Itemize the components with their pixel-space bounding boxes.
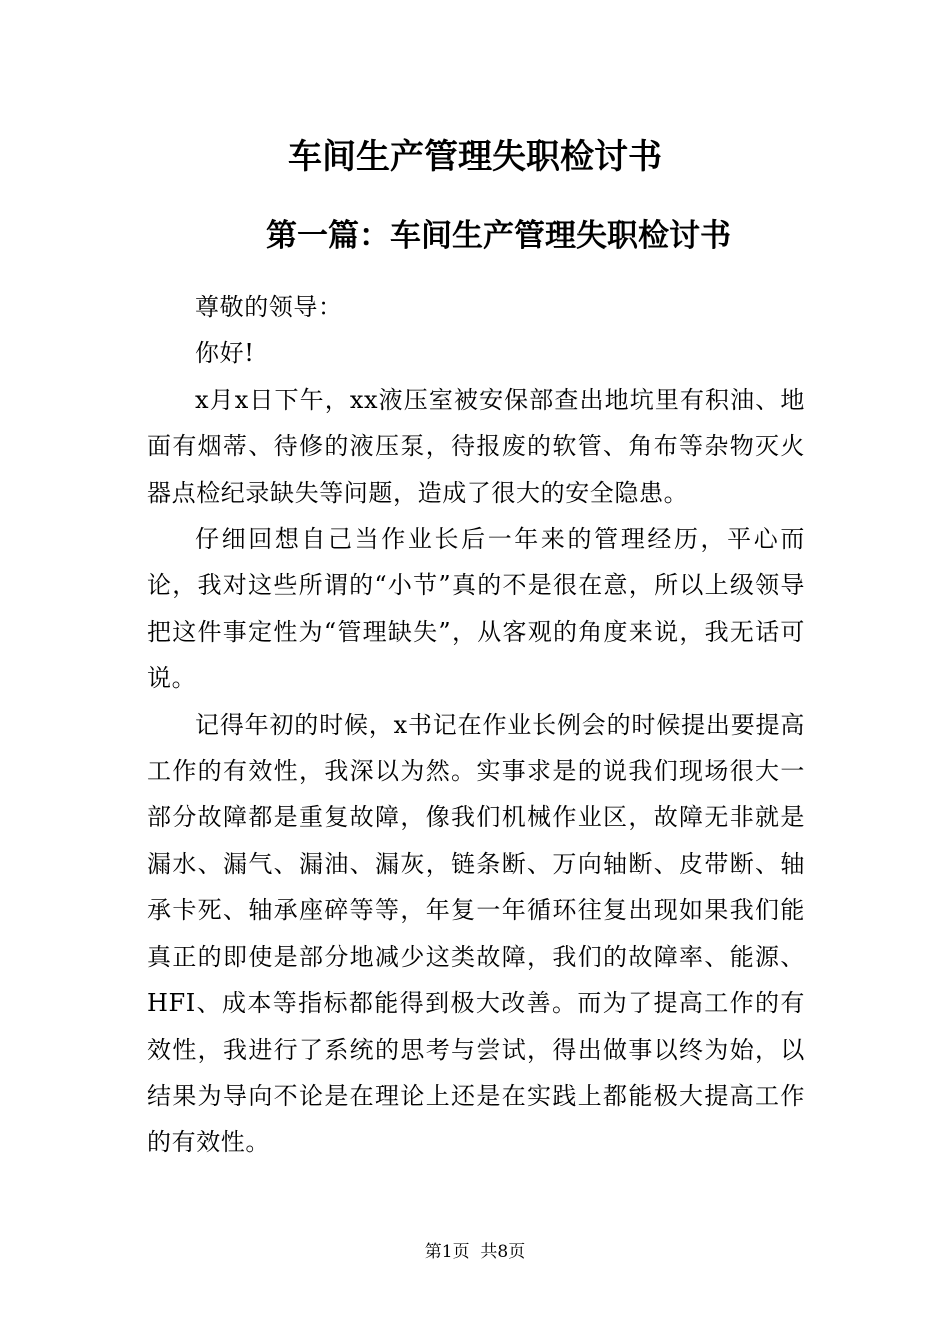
greeting: 你好! [195, 339, 255, 368]
body-paragraph: 仔细回想自己当作业长后一年来的管理经历，平心而论，我对这些所谓的“小节”真的不是很在意，所以上级领导把这件事定性为“管理缺失”，从客观的角度来说，我无话可说。 [147, 525, 805, 693]
body-paragraph: x月x日下午，xx液压室被安保部查出地坑里有积油、地面有烟蒂、待修的液压泵，待报废的软管、角布等杂物灭火器点检纪录缺失等问题，造成了很大的安全隐患。 [147, 385, 805, 507]
section-title: 第一篇：车间生产管理失职检讨书 [266, 218, 731, 254]
page-number-footer: 第1页 共8页 [424, 1242, 526, 1262]
document-body [147, 284, 805, 1166]
salutation: 尊敬的领导： [195, 293, 343, 321]
document-title: 车间生产管理失职检讨书 [288, 137, 662, 177]
body-paragraph: 记得年初的时候，x书记在作业长例会的时候提出要提高工作的有效性，我深以为然。实事求是的说我们现场很大一部分故障都是重复故障，像我们机械作业区，故障无非就是漏水、漏气、漏油、漏灰，链条断、万向轴断、皮带断、轴承卡死、轴承座碎等等，年复一年循环往复出现如果我们能真正的即使是部分地减少这类故障，我们的故障率、能源、HFI、成本等指标都能得到极大改善。而为了提高工作的有效性，我进行了系统的思考与尝试，得出做事以终为始，以结果为导向不论是在理论上还是在实践上都能极大提高工作的有效性。 [147, 710, 805, 1157]
